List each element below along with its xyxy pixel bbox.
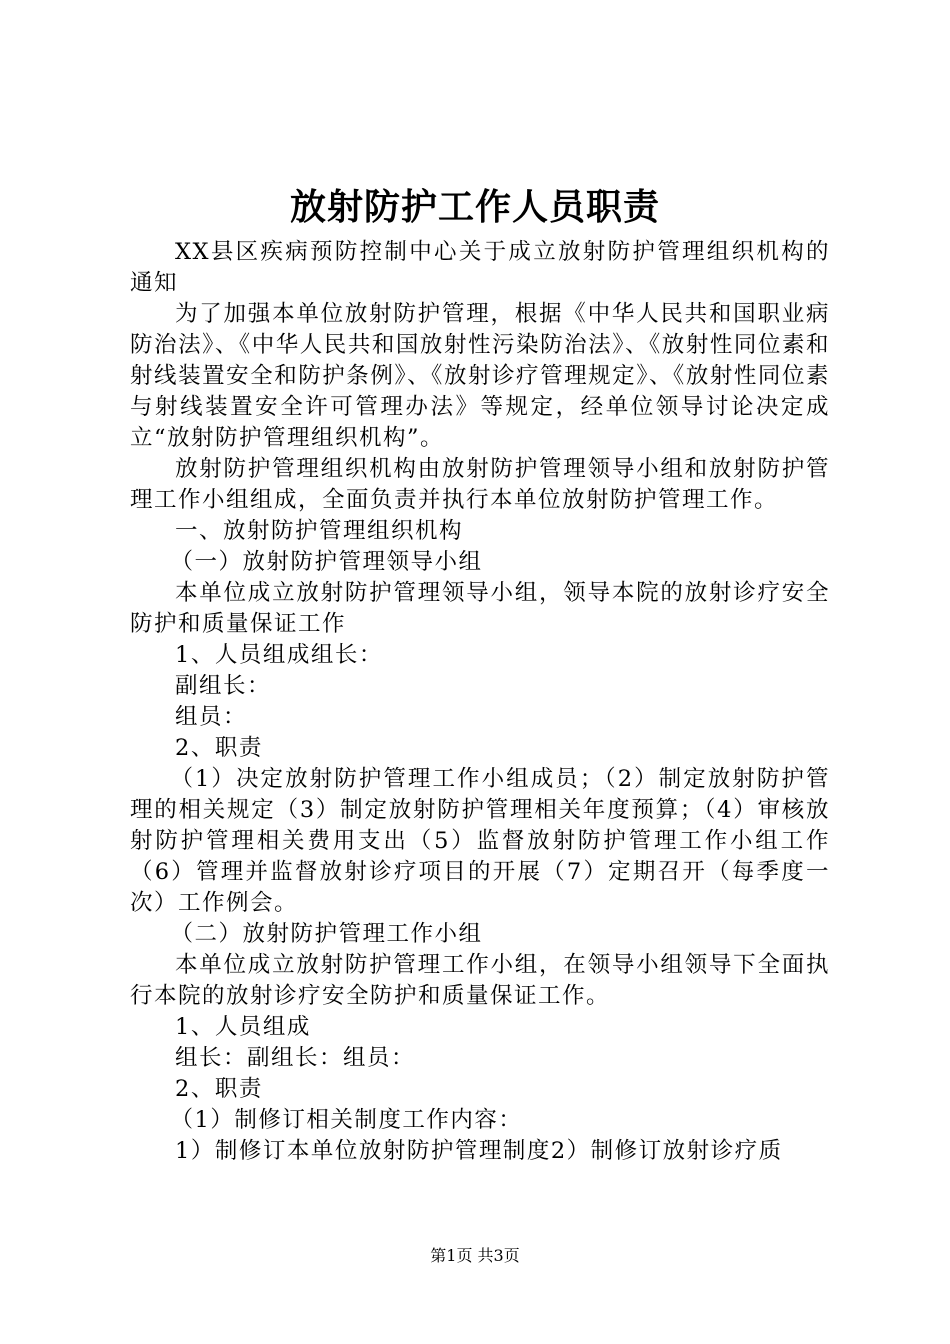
- subsection-heading-leadership: （一）放射防护管理领导小组: [170, 549, 483, 575]
- item-members-leader: 1、人员组成组长：: [175, 642, 383, 668]
- item-duties-heading: 2、职责: [175, 735, 263, 761]
- item-working-duties-heading: 2、职责: [175, 1076, 263, 1102]
- document-body: [130, 237, 830, 1167]
- item-revise-list: 1）制修订本单位放射防护管理制度2）制修订放射诊疗质: [175, 1138, 783, 1164]
- paragraph-composition: 放射防护管理组织机构由放射防护管理领导小组和放射防护管理工作小组组成，全面负责并执行本单位放射防护管理工作。: [130, 456, 830, 513]
- section-heading-1: 一、放射防护管理组织机构: [175, 518, 464, 544]
- item-revise-content: （1）制修订相关制度工作内容：: [170, 1107, 523, 1133]
- paragraph-notice-heading: XX县区疾病预防控制中心关于成立放射防护管理组织机构的通知: [130, 239, 830, 296]
- subsection-heading-working-group: （二）放射防护管理工作小组: [170, 921, 483, 947]
- document-title: 放射防护工作人员职责: [289, 186, 660, 228]
- paragraph-leadership-duties: （1）决定放射防护管理工作小组成员；（2）制定放射防护管理的相关规定（3）制定放射防护管理相关年度预算；（4）审核放射防护管理相关费用支出（5）监督放射防护管理工作小组工作（6）管理并监督放射诊疗项目的开展（7）定期召开（每季度一次）工作例会。: [130, 766, 830, 916]
- paragraph-working-group: 本单位成立放射防护管理工作小组，在领导小组领导下全面执行本院的放射诊疗安全防护和质量保证工作。: [130, 952, 830, 1009]
- item-members: 组员：: [175, 704, 248, 730]
- item-working-members: 1、人员组成: [175, 1014, 311, 1040]
- paragraph-purpose: 为了加强本单位放射防护管理，根据《中华人民共和国职业病防治法》、《中华人民共和国放射性污染防治法》、《放射性同位素和射线装置安全和防护条例》、《放射诊疗管理规定》、《放射性同位素与射线装置安全许可管理办法》等规定，经单位领导讨论决定成立“放射防护管理组织机构”。: [130, 301, 830, 451]
- item-deputy-leader: 副组长：: [175, 673, 272, 699]
- paragraph-leadership: 本单位成立放射防护管理领导小组，领导本院的放射诊疗安全防护和质量保证工作: [130, 580, 830, 637]
- page-footer: 第1页 共3页: [430, 1246, 520, 1265]
- item-working-roles: 组长：副组长：组员：: [175, 1045, 416, 1071]
